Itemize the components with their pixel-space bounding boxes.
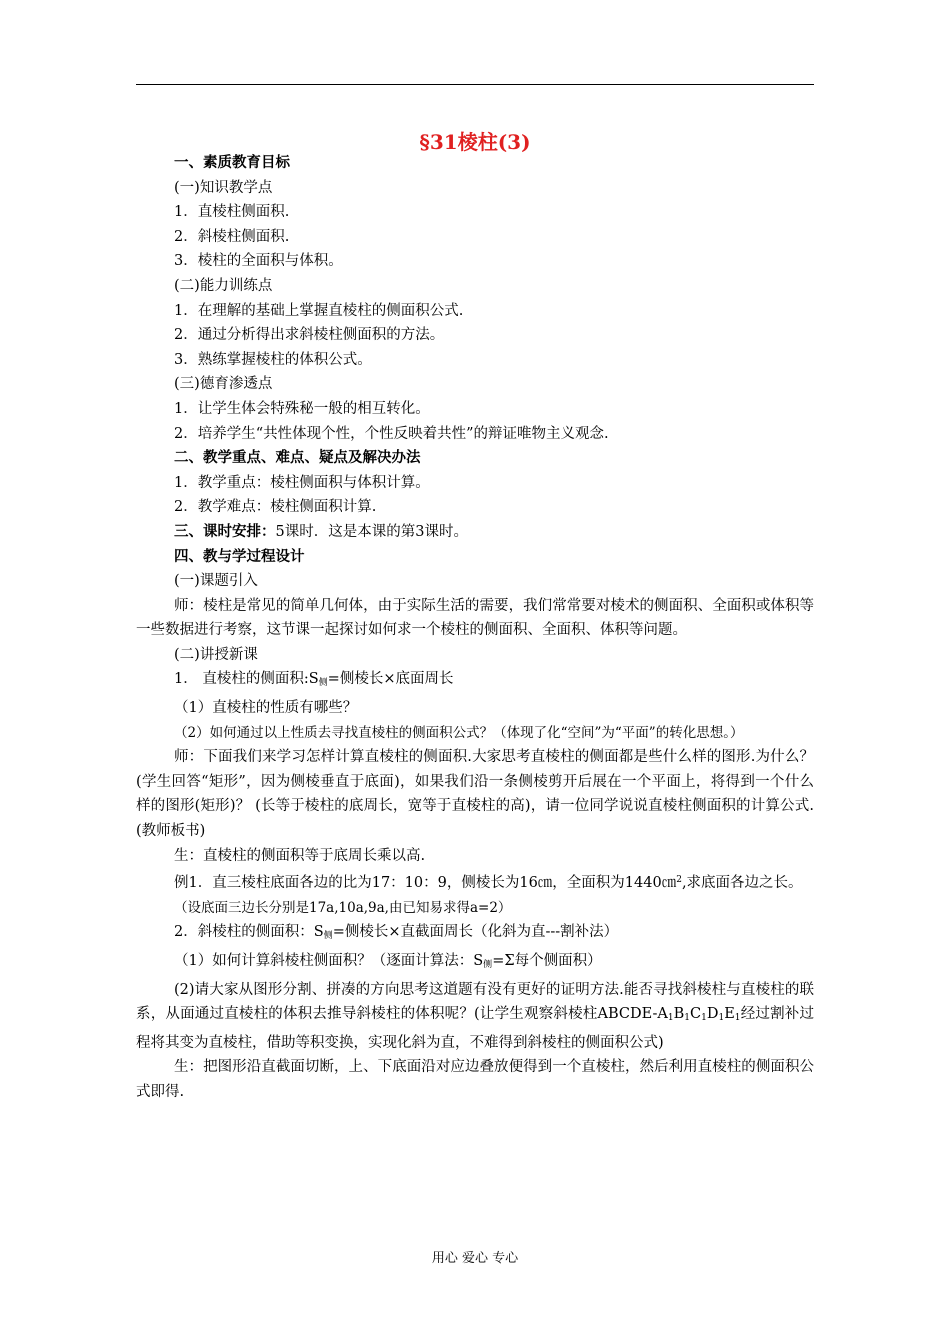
lesson-point-2: 2．斜棱柱的侧面积：$S_侧=$侧棱长×直截面周长（化斜为直---割补法） (174, 924, 619, 942)
ability-item-3: 3．熟练掌握棱柱的体积公式。 (174, 351, 372, 368)
page-title: §31棱柱(3) (419, 130, 531, 154)
question-4: (2)请大家从图形分割、拼凑的方向思考这道题有没有更好的证明方法.能否寻找斜棱柱与直棱柱的联系，从面通过直棱柱的体积去推导斜棱柱的体积呢？(让学生观察斜棱柱ABCDE-$A_1B_1C_1D_1E_1$经过割补过程将其变为直棱柱，借助等积变换，实现化斜为直，不难得到斜棱柱的侧面积公式) (136, 981, 815, 1051)
header-rule (136, 84, 814, 85)
question-2: （2）如何通过以上性质去寻找直棱柱的侧面积公式？（体现了化“空间”为“平面”的转化思想。） (174, 724, 744, 741)
ability-item-1: 1．在理解的基础上掌握直棱柱的侧面积公式. (174, 302, 464, 319)
knowledge-item-1: 1．直棱柱侧面积. (174, 204, 290, 221)
example-hint: （设底面三边长分别是17a,10a,9a,由已知易求得a=2） (174, 899, 512, 916)
subheading-intro: (一)课题引入 (174, 573, 258, 590)
student-answer-1: 生：直棱柱的侧面积等于底周长乘以高. (174, 847, 426, 864)
subheading-moral: (三)德育渗透点 (174, 376, 273, 393)
subheading-knowledge: (一)知识教学点 (174, 179, 273, 196)
knowledge-item-2: 2．斜棱柱侧面积. (174, 228, 290, 245)
subheading-ability: (二)能力训练点 (174, 277, 273, 294)
difficult-point: 2．教学难点：棱柱侧面积计算. (174, 499, 377, 516)
knowledge-item-3: 3．棱柱的全面积与体积。 (174, 253, 343, 270)
moral-item-2: 2．培养学生“共性体现个性，个性反映着共性”的辩证唯物主义观念. (174, 425, 609, 442)
lesson-point-1: 1． 直棱柱的侧面积$:S_侧=$侧棱长×底面周长 (174, 671, 454, 689)
question-1: （1）直棱柱的性质有哪些？ (174, 700, 358, 717)
document-body (136, 151, 814, 1105)
student-answer-2: 生：把图形沿直截面切断，上、下底面沿对应边叠放便得到一个直棱柱，然后利用直棱柱的侧面积公式即得. (136, 1059, 814, 1100)
example-1: 例1．直三棱柱底面各边的比为17：10：9，侧棱长为16㎝，全面积为1440㎝$^2$,求底面各边之长。 (174, 875, 803, 892)
schedule-text: 5课时．这是本课的第3课时。 (275, 523, 468, 540)
moral-item-1: 1．让学生体会特殊秘一般的相互转化。 (174, 400, 430, 417)
key-point: 1．教学重点：棱柱侧面积与体积计算。 (174, 474, 430, 491)
page-footer: 用心 爱心 专心 (431, 1251, 519, 1266)
schedule-line (136, 520, 814, 545)
question-3: （1）如何计算斜棱柱侧面积？（逐面计算法：$S_侧=\Sigma$每个侧面积） (174, 953, 602, 970)
section-heading-4: 四、教与学过程设计 (174, 547, 305, 565)
subheading-new-lesson: (二)讲授新课 (174, 646, 258, 663)
section-heading-1: 一、素质教育目标 (174, 154, 290, 171)
intro-paragraph: 师：棱柱是常见的简单几何体，由于实际生活的需要，我们常常要对棱术的侧面积、全面积或体积等一些数据进行考察，这节课一起探讨如何求一个棱柱的侧面积、全面积、体积等问题。 (136, 597, 814, 639)
section-heading-3: 三、课时安排： (174, 522, 276, 540)
section-heading-2: 二、教学重点、难点、疑点及解决办法 (174, 449, 421, 467)
ability-item-2: 2．通过分析得出求斜棱柱侧面积的方法。 (174, 327, 445, 344)
teacher-paragraph: 师：下面我们来学习怎样计算直棱柱的侧面积.大家思考直棱柱的侧面都是些什么样的图形.为什么？(学生回答“矩形”，因为侧棱垂直于底面)，如果我们沿一条侧棱剪开后展在一个平面上，将得到一个什么样的图形(矩形)？ (长等于棱柱的底周长，宽等于直棱柱的高)，请一位同学说说直棱柱侧面积的计算公式. (教师板书) (136, 749, 814, 840)
